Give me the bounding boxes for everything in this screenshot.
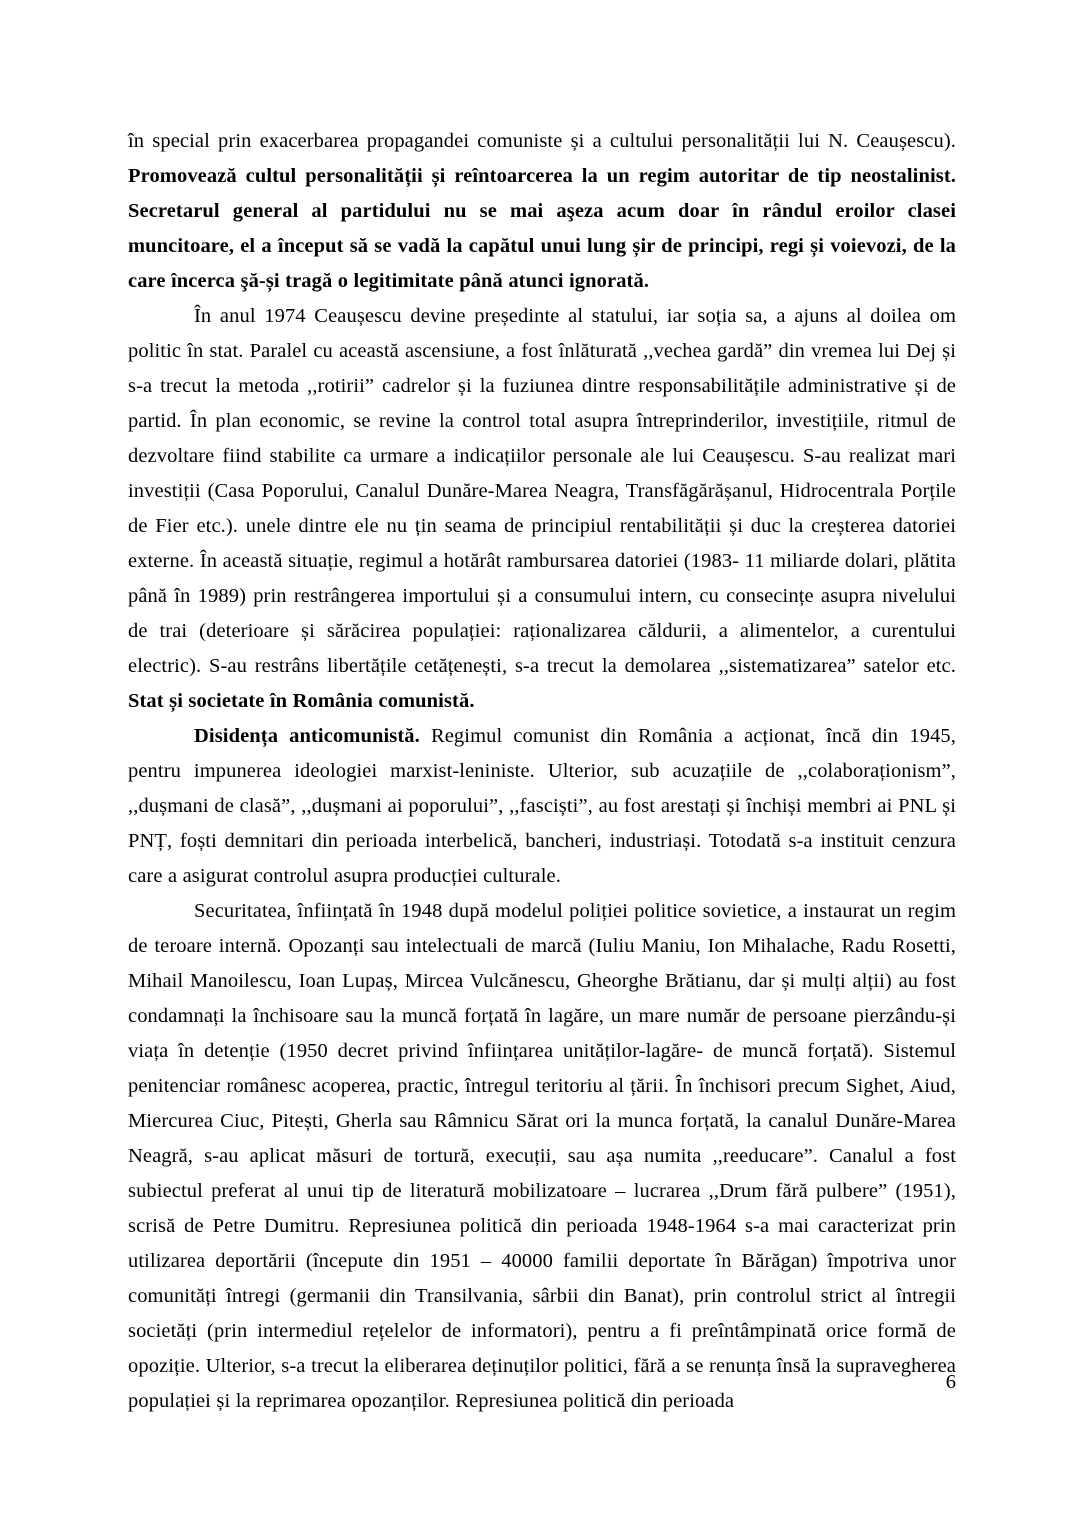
- page-number: 6: [945, 1371, 956, 1393]
- paragraph-3-run-plain: Regimul comunist din România a acționat, încă din 1945, pentru impunerea ideologiei marxist-leniniste. Ulterior, sub acuzațiile de ,,colaboraționism”, ,,dușmani de clasă”, ,,dușmani ai poporului”, ,,fasciști”, au fost arestați și închiși membri ai PNL și PNȚ, foști demnitari din perioada interbelică, bancheri, industriași. Totodată s-a instituit cenzura care a asigurat controlul asupra producției culturale.: [128, 725, 957, 887]
- paragraph-4-run-plain: Securitatea, înființată în 1948 după modelul poliției politice sovietice, a instaurat un regim de teroare internă. Opozanți sau intelectuali de marcă (Iuliu Maniu, Ion Mihalache, Radu Rosetti, Mihail Manoilescu, Ioan Lupaș, Mircea Vulcănescu, Gheorghe Brătianu, dar și mulți alții) au fost condamnați la închisoare sau la muncă forțată în lagăre, un mare număr de persoane pierzându-și viața în detenție (1950 decret privind înființarea unităților-lagăre- de muncă forțată). Sistemul penitenciar românesc acoperea, practic, întregul teritoriu al țării. În închisori precum Sighet, Aiud, Miercurea Ciuc, Pitești, Gherla sau Râmnicu Sărat ori la munca forțată, la canalul Dunăre-Marea Neagră, s-au aplicat măsuri de tortură, execuții, sau așa numita ,,reeducare”. Canalul a fost subiectul preferat al unui tip de literatură mobilizatoare – lucrarea ,,Drum fără pulbere” (1951), scrisă de Petre Dumitru. Represiunea politică din perioada 1948-1964 s-a mai caracterizat prin utilizarea deportării (începute din 1951 – 40000 familii deportate în Bărăgan) împotriva unor comunități întregi (germanii din Transilvania, sârbii din Banat), prin controlul strict al întregii societăți (prin intermediul rețelelor de informatori), pentru a fi preîntâmpinată orice formă de opoziție. Ulterior, s-a trecut la eliberarea deținuților politici, fără a se renunța însă la supravegherea populației și la reprimarea opozanților. Represiunea politică din perioada: [128, 900, 956, 1412]
- document-body: [128, 124, 956, 1419]
- paragraph-2-run-bold-heading: Stat și societate în România comunistă.: [128, 690, 475, 712]
- paragraph-2-run-plain: În anul 1974 Ceaușescu devine președinte al statului, iar soția sa, a ajuns al doilea om politic în stat. Paralel cu această ascensiune, a fost înlăturată ,,vechea gardă” din vremea lui Dej și s-a trecut la metoda ,,rotirii” cadrelor și la fuziunea dintre responsabilitățile administrative și de partid. În plan economic, se revine la control total asupra întreprinderilor, investițiile, ritmul de dezvoltare fiind stabilite ca urmare a indicațiilor personale ale lui Ceaușescu. S-au realizat mari investiții (Casa Poporului, Canalul Dunăre-Marea Neagra, Transfăgărășanul, Hidrocentrala Porțile de Fier etc.). unele dintre ele nu țin seama de principiul rentabilității și duc la creșterea datoriei externe. În această situație, regimul a hotărât rambursarea datoriei (1983- 11 miliarde dolari, plătita până în 1989) prin restrângerea importului și a consumului intern, cu consecințe asupra nivelului de trai (deterioare și sărăcirea populației: raționalizarea căldurii, a alimentelor, a curentului electric). S-au restrâns libertățile cetățenești, s-a trecut la demolarea ,,sistematizarea” satelor etc.: [128, 305, 956, 677]
- paragraph-ceausescu-cult: [128, 124, 956, 299]
- paragraph-1-run-plain: în special prin exacerbarea propagandei comuniste și a cultului personalității lui N. Ceaușescu).: [128, 130, 956, 152]
- paragraph-3-run-bold-heading: Disidența anticomunistă.: [194, 725, 420, 747]
- paragraph-disidenta-anticomunista: [128, 719, 956, 894]
- paragraph-1-run-bold: Promovează cultul personalității și reîntoarcerea la un regim autoritar de tip neostalinist. Secretarul general al partidului nu se mai aşeza acum doar în rândul eroilor clasei muncitoare, el a început să se vadă la capătul unui lung șir de principi, regi și voievozi, de la care încerca şă-și tragă o legitimitate până atunci ignorată.: [128, 165, 956, 292]
- paragraph-securitatea: [128, 894, 956, 1419]
- paragraph-1974-presedinte: [128, 299, 956, 719]
